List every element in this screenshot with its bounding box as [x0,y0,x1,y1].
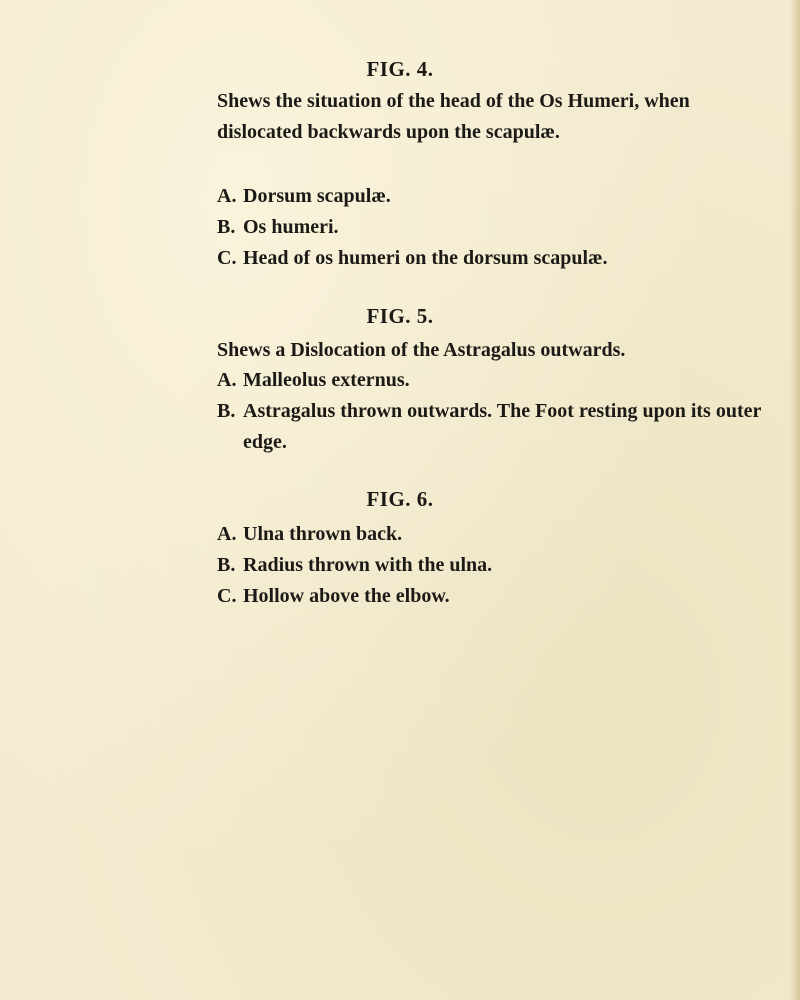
item-letter: A. [217,369,237,391]
item-letter: B. [217,554,236,576]
fig6-item-c [217,581,777,612]
fig4-item-b [217,212,777,243]
item-text: Dorsum scapulæ. [243,185,391,207]
fig6-item-b [217,550,777,581]
item-letter: C. [217,247,237,269]
item-text: Ulna thrown back. [243,523,403,545]
fig5-item-b [217,396,777,458]
item-letter: A. [217,185,237,207]
fig4-heading: FIG. 4. [366,57,434,81]
fig4-description: Shews the situation of the head of the Os Humeri, when dislocated backwards upon the scapulæ. [217,90,690,143]
item-text: Head of os humeri on the dorsum scapulæ. [243,247,608,269]
fig4-item-a [217,181,777,212]
fig5-item-a [217,365,777,396]
item-text: Astragalus thrown outwards. The Foot resting upon its outer edge. [243,400,762,453]
item-letter: B. [217,216,236,238]
item-text: Radius thrown with the ulna. [243,554,493,576]
item-letter: B. [217,400,236,422]
item-text: Malleolus externus. [243,369,410,391]
fig4-item-c [217,243,777,274]
item-text: Os humeri. [243,216,339,238]
fig5-heading: FIG. 5. [366,304,434,328]
fig5-description: Shews a Dislocation of the Astragalus outwards. [217,339,626,361]
item-letter: C. [217,585,237,607]
item-letter: A. [217,523,237,545]
item-text: Hollow above the elbow. [243,585,450,607]
fig6-heading: FIG. 6. [366,487,434,511]
fig6-item-a [217,519,777,550]
